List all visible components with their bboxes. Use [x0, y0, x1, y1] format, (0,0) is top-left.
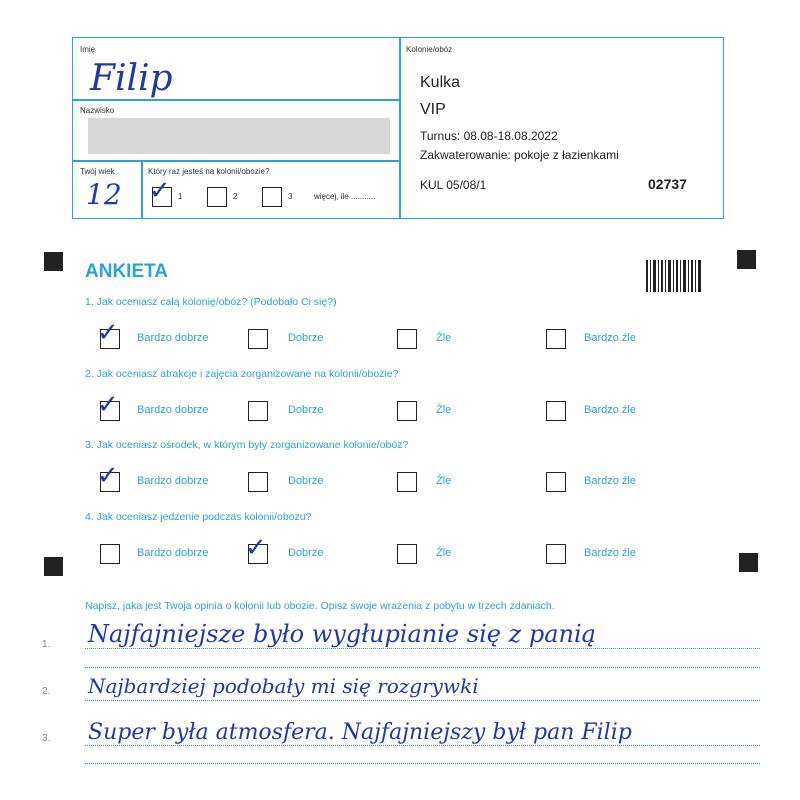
times-option-1: 1 — [178, 192, 183, 201]
answer-label: Źle — [436, 332, 452, 344]
answer-label: Dobrze — [288, 547, 324, 559]
answer-checkbox[interactable] — [546, 472, 566, 492]
question-text: 1. Jak oceniasz całą kolonię/obóz? (Podobało Ci się?) — [85, 296, 337, 308]
times-label: Który raz jesteś na kolonii/obozie? — [148, 167, 270, 176]
answer-label: Źle — [436, 547, 452, 559]
answer-checkbox[interactable] — [97, 461, 120, 492]
line-number: 2. — [42, 686, 51, 697]
camp-label: Kolonie/obóz — [406, 45, 453, 54]
opinion-sentence-2[interactable]: Najbardziej podobały mi się rozgrywki — [88, 674, 479, 698]
opinion-line — [85, 700, 760, 701]
answer-checkbox[interactable] — [248, 329, 268, 349]
opinion-sentence-1[interactable]: Najfajniejsze było wygłupianie się z panią — [88, 620, 596, 648]
answer-checkbox[interactable] — [546, 329, 566, 349]
answer-checkbox[interactable] — [248, 401, 268, 421]
answer-label: Dobrze — [288, 475, 324, 487]
question-text: 4. Jak oceniasz jedzenie podczas kolonii/obozu? — [85, 511, 312, 523]
name-field[interactable]: Filip — [90, 58, 173, 99]
checkmark-icon: ✓ — [245, 533, 267, 563]
age-label: Twój wiek — [80, 167, 115, 176]
opinion-prompt: Napisz, jaka jest Twoja opinia o kolonii lub obozie. Opisz swoje wrażenia z pobytu w trzech zdaniach. — [85, 600, 555, 612]
age-field[interactable]: 12 — [86, 178, 122, 211]
answer-checkbox[interactable] — [397, 544, 417, 564]
line-number: 3. — [42, 733, 51, 744]
answer-checkbox[interactable] — [546, 544, 566, 564]
answer-label: Źle — [436, 404, 452, 416]
answer-label: Bardzo dobrze — [137, 332, 209, 344]
answer-checkbox[interactable] — [397, 472, 417, 492]
answer-label: Dobrze — [288, 332, 324, 344]
checkmark-icon: ✓ — [97, 318, 119, 348]
registration-marker — [44, 557, 63, 576]
times-option-2: 2 — [233, 192, 238, 201]
answer-label: Bardzo źle — [584, 475, 636, 487]
form-number: 02737 — [648, 176, 687, 192]
surname-label: Nazwisko — [80, 106, 115, 115]
checkmark-icon: ✓ — [97, 461, 119, 491]
answer-checkbox[interactable] — [546, 401, 566, 421]
answer-checkbox[interactable] — [397, 329, 417, 349]
barcode — [646, 260, 702, 292]
line-number: 1. — [42, 639, 51, 650]
answer-label: Bardzo źle — [584, 332, 636, 344]
camp-name: Kulka — [420, 74, 461, 91]
opinion-sentence-3[interactable]: Super była atmosfera. Najfajniejszy był pan Filip — [88, 720, 632, 745]
times-more: więcej, ile ........... — [314, 192, 376, 201]
registration-marker — [739, 553, 758, 572]
answer-label: Bardzo dobrze — [137, 547, 209, 559]
answer-checkbox[interactable] — [97, 318, 120, 349]
question-text: 3. Jak oceniasz ośrodek, w którym były zorganizowane kolonie/obóz? — [85, 439, 409, 451]
camp-type: VIP — [420, 101, 446, 118]
survey-title: ANKIETA — [85, 261, 169, 282]
answer-label: Bardzo dobrze — [137, 404, 209, 416]
checkmark-icon: ✓ — [149, 176, 171, 206]
answer-label: Bardzo źle — [584, 547, 636, 559]
turnus: Turnus: 08.08-18.08.2022 — [420, 129, 558, 143]
answer-label: Dobrze — [288, 404, 324, 416]
name-label: Imię — [80, 45, 96, 54]
surname-field[interactable] — [88, 110, 390, 158]
registration-marker — [44, 252, 63, 271]
checkmark-icon: ✓ — [97, 390, 119, 420]
answer-label: Bardzo dobrze — [137, 475, 209, 487]
answer-checkbox[interactable] — [100, 544, 120, 564]
times-option-3: 3 — [288, 192, 293, 201]
answer-checkbox[interactable] — [397, 401, 417, 421]
registration-marker — [737, 250, 756, 269]
opinion-line — [85, 667, 760, 668]
times-checkbox-2[interactable] — [207, 187, 227, 207]
accommodation: Zakwaterowanie: pokoje z łazienkami — [420, 148, 619, 162]
question-text: 2. Jak oceniasz atrakcje i zajęcia zorganizowane na kolonii/obozie? — [85, 368, 399, 380]
camp-code: KUL 05/08/1 — [420, 178, 487, 192]
answer-label: Bardzo źle — [584, 404, 636, 416]
opinion-line — [85, 763, 760, 764]
times-checkbox-1[interactable] — [149, 176, 172, 207]
opinion-line — [85, 745, 760, 746]
answer-checkbox[interactable] — [248, 472, 268, 492]
opinion-line — [85, 648, 760, 649]
times-checkbox-3[interactable] — [262, 187, 282, 207]
answer-checkbox[interactable] — [97, 390, 120, 421]
answer-checkbox[interactable] — [245, 533, 268, 564]
answer-label: Źle — [436, 475, 452, 487]
